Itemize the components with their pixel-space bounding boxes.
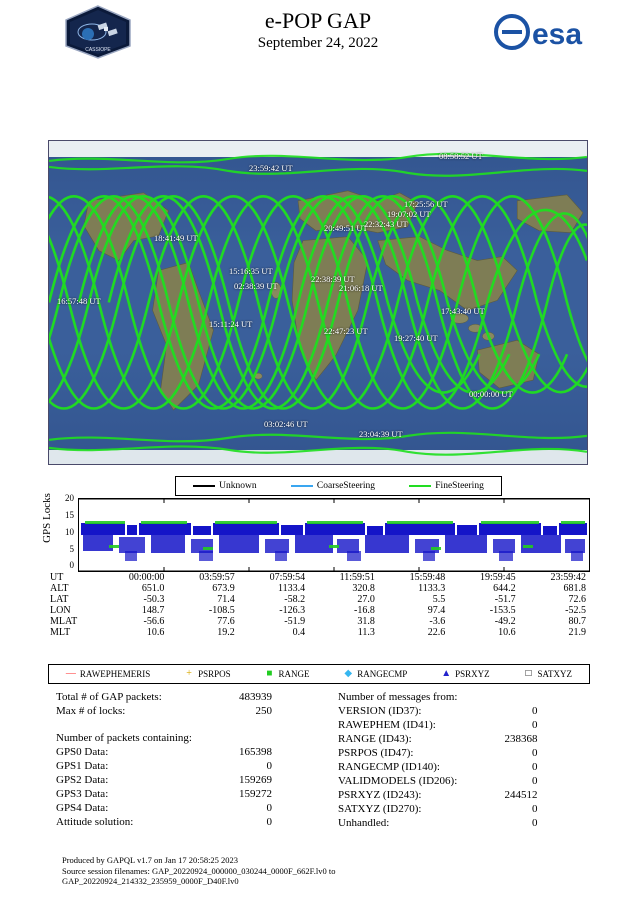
stat-row — [56, 759, 272, 773]
stat-row — [56, 745, 272, 759]
cell: -51.7 — [494, 594, 516, 605]
stat-value: 0 — [531, 761, 538, 773]
legend-label: SATXYZ — [537, 669, 573, 679]
table-row — [48, 594, 588, 605]
square-icon: ■ — [266, 668, 273, 679]
legend-item-unknown — [193, 481, 256, 491]
stat-row — [56, 690, 272, 704]
stat-value: 0 — [266, 760, 272, 772]
map-time-label: 23:04:39 UT — [359, 429, 403, 439]
cell: -56.6 — [143, 616, 165, 627]
svg-text:CASSIOPE: CASSIOPE — [85, 47, 111, 53]
legend-label: RAWEPHEMERIS — [79, 669, 151, 679]
row-label: LAT — [50, 594, 69, 605]
stat-row — [338, 732, 537, 746]
legend-item-satxyz — [524, 669, 573, 679]
stat-row — [338, 802, 537, 816]
cell: 1133.4 — [277, 583, 306, 594]
stat-row — [338, 704, 537, 718]
stat-value: 0 — [531, 705, 538, 717]
stat-row — [338, 788, 537, 802]
stat-row — [338, 774, 537, 788]
report-header — [0, 0, 636, 70]
cell: 11.3 — [357, 627, 375, 638]
cell: 1133.3 — [418, 583, 446, 594]
map-time-label: 15:11:24 UT — [209, 319, 253, 329]
stat-key: Attitude solution: — [56, 816, 134, 828]
footer-line-source-1: Source session filenames: GAP_20220924_000000_030244_0000F_662F.lv0 to — [62, 865, 336, 876]
map-time-label: 23:59:42 UT — [249, 163, 293, 173]
stat-value: 0 — [531, 747, 538, 759]
cell: -51.9 — [284, 616, 306, 627]
legend-swatch-unknown — [193, 485, 215, 487]
cell: 673.9 — [212, 583, 235, 594]
stat-key: Number of messages from: — [338, 691, 458, 703]
map-time-label: 18:41:49 UT — [154, 233, 198, 243]
cell: 320.8 — [352, 583, 375, 594]
stat-value — [457, 690, 537, 704]
map-time-label: 17:43:40 UT — [441, 306, 485, 316]
cell: 31.8 — [357, 616, 375, 627]
statistics-right-column — [338, 690, 588, 830]
stat-row — [338, 718, 537, 732]
map-time-label: 19:07:02 UT — [387, 209, 431, 219]
svg-text:esa: esa — [532, 18, 583, 51]
diamond-icon: ◆ — [344, 668, 353, 679]
row-label: MLT — [50, 627, 71, 638]
y-tick-20: 20 — [65, 493, 74, 503]
cassiope-mission-patch-icon — [62, 4, 134, 60]
map-time-label: 02:38:39 UT — [234, 281, 278, 291]
stat-row — [338, 690, 537, 704]
y-tick-0: 0 — [69, 560, 74, 570]
stat-row — [56, 801, 272, 815]
cell: -58.2 — [284, 594, 306, 605]
dash-icon: — — [65, 668, 76, 679]
map-time-label: 22:32:43 UT — [364, 219, 408, 229]
stat-value: 0 — [531, 719, 538, 731]
spacer-row — [56, 718, 272, 731]
cell: 27.0 — [357, 594, 375, 605]
y-tick-10: 10 — [65, 527, 74, 537]
footer-provenance — [62, 855, 335, 887]
stat-key: Unhandled: — [338, 817, 390, 829]
stat-key: VALIDMODELS (ID206): — [338, 775, 458, 787]
stat-value: 483939 — [238, 691, 272, 703]
legend-item-psrxyz — [441, 669, 490, 679]
cell: 19:59:45 — [480, 572, 516, 583]
stat-value: 0 — [531, 817, 538, 829]
plus-icon: + — [186, 668, 192, 679]
cell: -153.5 — [489, 605, 516, 616]
statistics-left-column — [56, 690, 331, 829]
legend-item-range — [264, 669, 309, 679]
cell: 00:00:00 — [128, 572, 165, 583]
legend-label: CoarseSteering — [316, 481, 375, 491]
chart-y-axis-title: GPS Locks — [41, 493, 53, 543]
stat-row — [56, 773, 272, 787]
map-time-label: 20:49:51 UT — [324, 223, 368, 233]
cell: 19.2 — [217, 627, 235, 638]
legend-label: Unknown — [219, 481, 257, 491]
cell: -50.3 — [143, 594, 165, 605]
map-time-label: 22:38:39 UT — [311, 274, 355, 284]
stat-value: 165398 — [238, 746, 272, 758]
y-tick-5: 5 — [69, 544, 74, 554]
cell: 11:59:51 — [339, 572, 375, 583]
cell: -108.5 — [208, 605, 235, 616]
cell: 0.4 — [292, 627, 306, 638]
map-time-label: 03:02:46 UT — [264, 419, 308, 429]
cell: 21.9 — [568, 627, 586, 638]
stat-key: Total # of GAP packets: — [56, 691, 162, 703]
chart-data-points — [79, 499, 589, 571]
stat-key: Max # of locks: — [56, 705, 126, 717]
triangle-icon: ▲ — [441, 668, 452, 679]
row-label: UT — [50, 572, 64, 583]
stat-key: GPS4 Data: — [56, 802, 109, 814]
stat-value: 244512 — [504, 789, 538, 801]
cell: 10.6 — [146, 627, 165, 638]
stat-key: GPS3 Data: — [56, 788, 109, 800]
series-legend — [48, 664, 590, 684]
stat-row — [338, 760, 537, 774]
stat-key: PSRPOS (ID47): — [338, 747, 414, 759]
stat-value: 159272 — [238, 788, 272, 800]
legend-swatch-coarsesteering — [291, 485, 313, 487]
table-row — [48, 627, 588, 638]
stat-row — [338, 816, 537, 830]
stat-value: 238368 — [504, 733, 538, 745]
esa-logo — [492, 10, 602, 54]
map-time-label: 21:06:18 UT — [339, 283, 383, 293]
stat-key: RAWEPHEM (ID41): — [338, 719, 436, 731]
row-label: LON — [50, 605, 71, 616]
cell: -16.8 — [353, 605, 375, 616]
legend-item-rawephemeris — [66, 669, 150, 679]
cell: 148.7 — [141, 605, 165, 616]
legend-label: PSRPOS — [198, 669, 231, 679]
stat-row — [56, 787, 272, 801]
page-date: September 24, 2022 — [257, 35, 379, 51]
cell: 71.4 — [217, 594, 235, 605]
table-row — [48, 583, 588, 594]
cell: -126.3 — [279, 605, 306, 616]
map-time-label: 16:57:48 UT — [57, 296, 101, 306]
cell: 10.6 — [498, 627, 516, 638]
stat-key: Number of packets containing: — [56, 732, 192, 744]
stat-row — [338, 746, 537, 760]
legend-label: RANGECMP — [357, 669, 408, 679]
stat-key: GPS1 Data: — [56, 760, 109, 772]
legend-label: RANGE — [278, 669, 310, 679]
cell: 5.5 — [432, 594, 446, 605]
stat-key: PSRXYZ (ID243): — [338, 789, 422, 801]
row-label: MLAT — [50, 616, 78, 627]
stat-value: 0 — [266, 802, 272, 814]
map-time-label: 17:25:56 UT — [404, 199, 448, 209]
chart-plot-area — [78, 498, 590, 572]
stat-value: 0 — [531, 803, 538, 815]
legend-swatch-finesteering — [409, 485, 431, 487]
stat-value: 250 — [255, 705, 272, 717]
cell: 15:59:48 — [409, 572, 446, 583]
cell: 22.6 — [427, 627, 446, 638]
legend-item-coarsesteering — [291, 481, 375, 491]
cell: 651.0 — [141, 583, 165, 594]
stat-value: 159269 — [238, 774, 272, 786]
continents-and-orbits — [49, 141, 587, 465]
cell: 97.4 — [427, 605, 446, 616]
legend-item-psrpos — [184, 669, 231, 679]
stat-key: SATXYZ (ID270): — [338, 803, 422, 815]
table-row — [48, 572, 588, 583]
footer-line-source-2: GAP_20220924_214332_235959_0000F_D40F.lv0 — [62, 876, 239, 887]
legend-item-finesteering — [409, 481, 484, 491]
map-time-label: 19:27:40 UT — [394, 333, 438, 343]
map-time-label: 22:47:23 UT — [324, 326, 368, 336]
stat-value: 0 — [266, 816, 272, 828]
map-time-label: 15:16:35 UT — [229, 266, 273, 276]
table-row — [48, 605, 588, 616]
map-legend — [175, 476, 502, 496]
stat-key: RANGE (ID43): — [338, 733, 412, 745]
y-tick-15: 15 — [65, 510, 74, 520]
footer-line-produced: Produced by GAPQL v1.7 on Jan 17 20:58:25 2023 — [62, 855, 239, 865]
stat-key: GPS2 Data: — [56, 774, 109, 786]
legend-label: FineSteering — [435, 481, 484, 491]
cell: 23:59:42 — [550, 572, 586, 583]
map-time-label: 08:58:52 UT — [439, 151, 483, 161]
legend-item-rangecmp — [343, 669, 407, 679]
axis-parameter-table — [48, 572, 588, 638]
legend-label: PSRXYZ — [455, 669, 490, 679]
page-title: e-POP GAP — [264, 8, 372, 33]
cell: 72.6 — [568, 594, 586, 605]
map-time-label: 00:00:00 UT — [469, 389, 513, 399]
table-row — [48, 616, 588, 627]
cell: -3.6 — [429, 616, 446, 627]
stat-key: RANGECMP (ID140): — [338, 761, 440, 773]
row-label: ALT — [50, 583, 69, 594]
stat-key: VERSION (ID37): — [338, 705, 422, 717]
stat-row — [56, 731, 272, 745]
cell: -49.2 — [494, 616, 516, 627]
cell: -52.5 — [565, 605, 586, 616]
cell: 07:59:54 — [269, 572, 306, 583]
stat-value — [192, 731, 272, 745]
cell: 80.7 — [568, 616, 586, 627]
square-open-icon: □ — [525, 668, 532, 679]
cell: 644.2 — [493, 583, 516, 594]
stat-value: 0 — [531, 775, 538, 787]
cell: 681.8 — [563, 583, 586, 594]
stat-row — [56, 704, 272, 718]
world-map — [48, 140, 588, 465]
cell: 77.6 — [217, 616, 235, 627]
cell: 03:59:57 — [199, 572, 235, 583]
stat-key: GPS0 Data: — [56, 746, 109, 758]
stat-row — [56, 815, 272, 829]
